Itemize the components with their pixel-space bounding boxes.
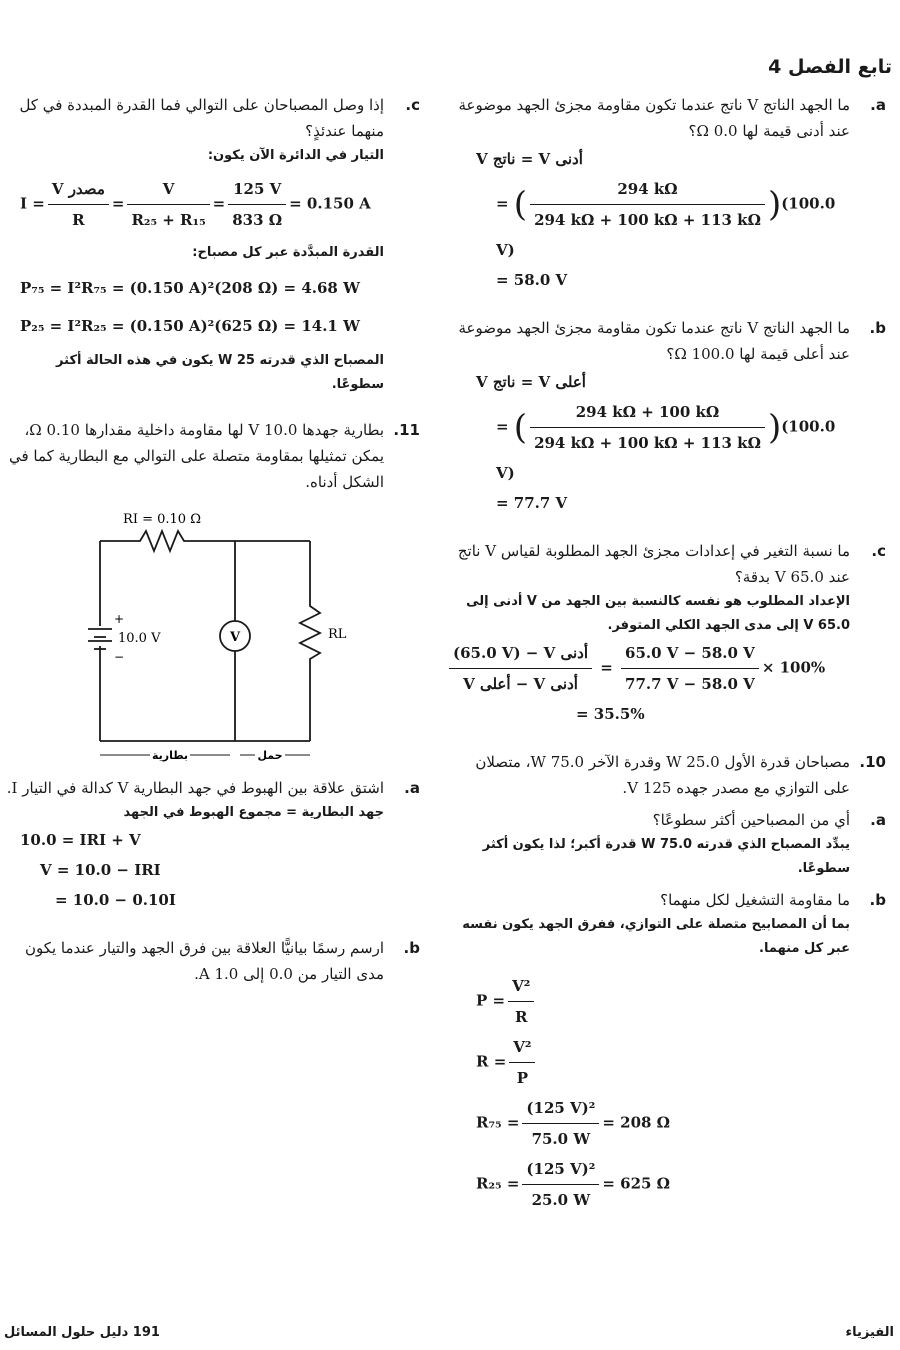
answer-text: بما أن المصابيح متصلة على التوازي، ففرق الجهد يكون نفسه عبر كل منهما.: [462, 917, 850, 956]
eq-lhs: R₇₅ =: [476, 1113, 520, 1132]
equation: = 10.0 − 0.10I: [55, 891, 176, 909]
label-load-resistance: RL: [328, 627, 347, 642]
question-number: b.: [869, 319, 886, 337]
denominator: V أعلى − V أدنى: [463, 675, 578, 693]
eq-rhs: = 0.150 A: [289, 194, 371, 213]
eq-lhs: R =: [476, 1052, 507, 1071]
numerator: 294 kΩ + 100 kΩ: [530, 397, 765, 428]
numerator: 294 kΩ: [530, 174, 765, 205]
minus-sign: −: [114, 650, 125, 664]
multiplier: (100.0 V): [496, 417, 836, 482]
answer-text: المصباح الذي قدرته 25 W يكون في هذه الحالة أكثر سطوعًا.: [56, 353, 384, 392]
equation: V ناتج = V أعلى: [476, 373, 586, 391]
question-text: اشتق علاقة بين الهبوط في جهد البطارية V كدالة في التيار I.: [6, 779, 384, 797]
equation-p75: P₇₅ = I²R₇₅ = (0.150 A)²(208 Ω) = 4.68 W: [20, 279, 360, 297]
eq-lhs: R₂₅ =: [476, 1174, 520, 1193]
numerator: (65.0 V) − V أدنى: [449, 638, 592, 669]
equation-p25: P₂₅ = I²R₂₅ = (0.150 A)²(625 Ω) = 14.1 W: [20, 317, 360, 335]
denominator: R: [72, 211, 85, 229]
label-battery: بطارية: [151, 749, 189, 762]
equation: V ناتج = V أدنى: [476, 150, 583, 168]
label-battery-voltage: 10.0 V: [118, 631, 161, 646]
numerator: (125 V)²: [522, 1093, 599, 1124]
label-load: حمل: [257, 749, 283, 762]
question-10b: [446, 887, 886, 1215]
answer-text: جهد البطارية = مجموع الهبوط في الجهد: [123, 805, 384, 820]
equation-ratio: $\frac{\text{(65.0 V) − V أدنى}}{\text{V أعلى − V أدنى}}$ = $\frac{65.0 V - 58.0 V}{77.7 V - 58.0 V}$ × 100%: [446, 638, 850, 699]
answer-text: القدرة المبدَّدة عبر كل مصباح:: [192, 245, 384, 260]
question-10: [446, 749, 886, 801]
plus-sign: +: [114, 612, 125, 626]
question-9c: [446, 538, 886, 729]
equation-current: I = $\frac{\text{V مصدر}}{R}$ = $\frac{V}{\text{R₂₅ + R₁₅}}$ = $\frac{125 V}{833 \Omega}$ = 0.150 A: [0, 174, 384, 235]
denominator: 833 Ω: [232, 211, 283, 229]
eq-lhs: I =: [20, 194, 45, 213]
equation-result: = 35.5%: [576, 705, 645, 723]
left-column: [0, 92, 420, 993]
question-text: ما مقاومة التشغيل لكل منهما؟: [660, 891, 850, 909]
eq-rhs: = 208 Ω: [602, 1113, 671, 1132]
denominator: 294 kΩ + 100 kΩ + 113 kΩ: [534, 211, 761, 229]
question-11a: [0, 775, 420, 915]
voltmeter-label: V: [229, 630, 241, 645]
denominator: 25.0 W: [531, 1191, 591, 1209]
numerator: V: [127, 174, 209, 205]
question-text: مصباحان قدرة الأول 25.0 W وقدرة الآخر 75.0 W، متصلان على التوازي مع مصدر جهده 125 V.: [475, 753, 850, 797]
right-column: [446, 92, 886, 1221]
answer-text: يبدِّد المصباح الذي قدرته 75.0 W قدرة أكبر؛ لذا يكون أكثر سطوعًا.: [482, 837, 850, 876]
denominator: P: [516, 1069, 529, 1087]
question-text: ما الجهد الناتج V ناتج عندما تكون مقاومة مجزئ الجهد موضوعة عند أعلى قيمة لها 100.0 Ω؟: [458, 319, 850, 363]
footer-subject: الفيزياء: [845, 1325, 894, 1340]
answer-text: التيار في الدائرة الآن يكون:: [207, 148, 384, 163]
label-internal-resistance: RI = 0.10 Ω: [123, 512, 201, 527]
question-text: ارسم رسمًا بيانيًّا العلاقة بين فرق الجهد والتيار عندما يكون مدى التيار من 0.0 إلى 1.0 A.: [24, 939, 384, 983]
question-number: 10.: [859, 753, 886, 771]
numerator: V²: [508, 971, 534, 1002]
question-number: a.: [870, 811, 886, 829]
question-11b: [0, 935, 420, 987]
internal-resistor: [100, 531, 310, 551]
question-number: c.: [871, 542, 886, 560]
denominator: 77.7 V − 58.0 V: [625, 675, 755, 693]
denominator: R₂₅ + R₁₅: [131, 211, 206, 229]
multiplier: (100.0 V): [496, 194, 836, 259]
denominator: 294 kΩ + 100 kΩ + 113 kΩ: [534, 434, 761, 452]
numerator: V مصدر: [48, 174, 109, 205]
eq-rhs: = 625 Ω: [602, 1174, 671, 1193]
denominator: R: [514, 1008, 528, 1026]
question-number: b.: [403, 939, 420, 957]
footer-page-number: 191 دليل حلول المسائل: [4, 1325, 160, 1340]
question-11: [0, 417, 420, 495]
load-resistor: [300, 541, 320, 741]
denominator: 75.0 W: [531, 1130, 591, 1148]
question-number: 11.: [393, 421, 420, 439]
circuit-diagram: [80, 501, 347, 762]
equation-r75: [446, 1093, 850, 1154]
numerator: V²: [509, 1032, 535, 1063]
chapter-header: تابع الفصل 4: [768, 56, 892, 78]
question-number: a.: [404, 779, 420, 797]
question-text: ما نسبة التغير في إعدادات مجزئ الجهد المطلوبة لقياس V ناتج عند 65.0 V بدقة؟: [457, 542, 850, 586]
numerator: 125 V: [228, 174, 286, 205]
numerator: 65.0 V − 58.0 V: [621, 638, 759, 669]
question-text: أي من المصباحين أكثر سطوعًا؟: [652, 811, 850, 829]
equation: V = 10.0 − IRI: [40, 861, 161, 879]
equation-power: [446, 971, 850, 1032]
question-text: بطارية جهدها 10.0 V لها مقاومة داخلية مقدارها 0.10 Ω، يمكن تمثيلها بمقاومة متصلة على التوالي مع البطارية كما في الشكل أدناه.: [8, 421, 384, 491]
question-10a: [446, 807, 886, 881]
answer-text: الإعداد المطلوب هو نفسه كالنسبة بين الجهد من V أدنى إلى 65.0 V إلى مدى الجهد الكلي المتوفر.: [466, 594, 850, 633]
question-number: c.: [405, 96, 420, 114]
question-10c: [0, 92, 420, 397]
question-number: a.: [870, 96, 886, 114]
question-number: b.: [869, 891, 886, 909]
eq-lhs: P =: [476, 991, 506, 1010]
equation-result: = 77.7 V: [496, 494, 568, 512]
equation-r25: [446, 1154, 850, 1215]
equation-fraction: = ( $\frac{294 k\Omega + 100 k\Omega}{294 k\Omega + 100 k\Omega + 113 k\Omega}$ )(100.0 V): [446, 397, 850, 488]
question-9a: [446, 92, 886, 295]
equation-resistance: [446, 1032, 850, 1093]
equation: 10.0 = IRI + V: [20, 831, 141, 849]
numerator: (125 V)²: [522, 1154, 599, 1185]
equation-result: = 58.0 V: [496, 271, 568, 289]
question-9b: [446, 315, 886, 518]
percent-factor: × 100%: [761, 658, 826, 677]
question-text: ما الجهد الناتج V ناتج عندما تكون مقاومة مجزئ الجهد موضوعة عند أدنى قيمة لها 0.0 Ω؟: [458, 96, 850, 140]
equation-fraction: = ( $\frac{294 k\Omega}{294 k\Omega + 100 k\Omega + 113 k\Omega}$ )(100.0 V): [446, 174, 850, 265]
question-text: إذا وصل المصباحان على التوالي فما القدرة المبددة في كل منهما عندئذٍ؟: [19, 96, 384, 140]
